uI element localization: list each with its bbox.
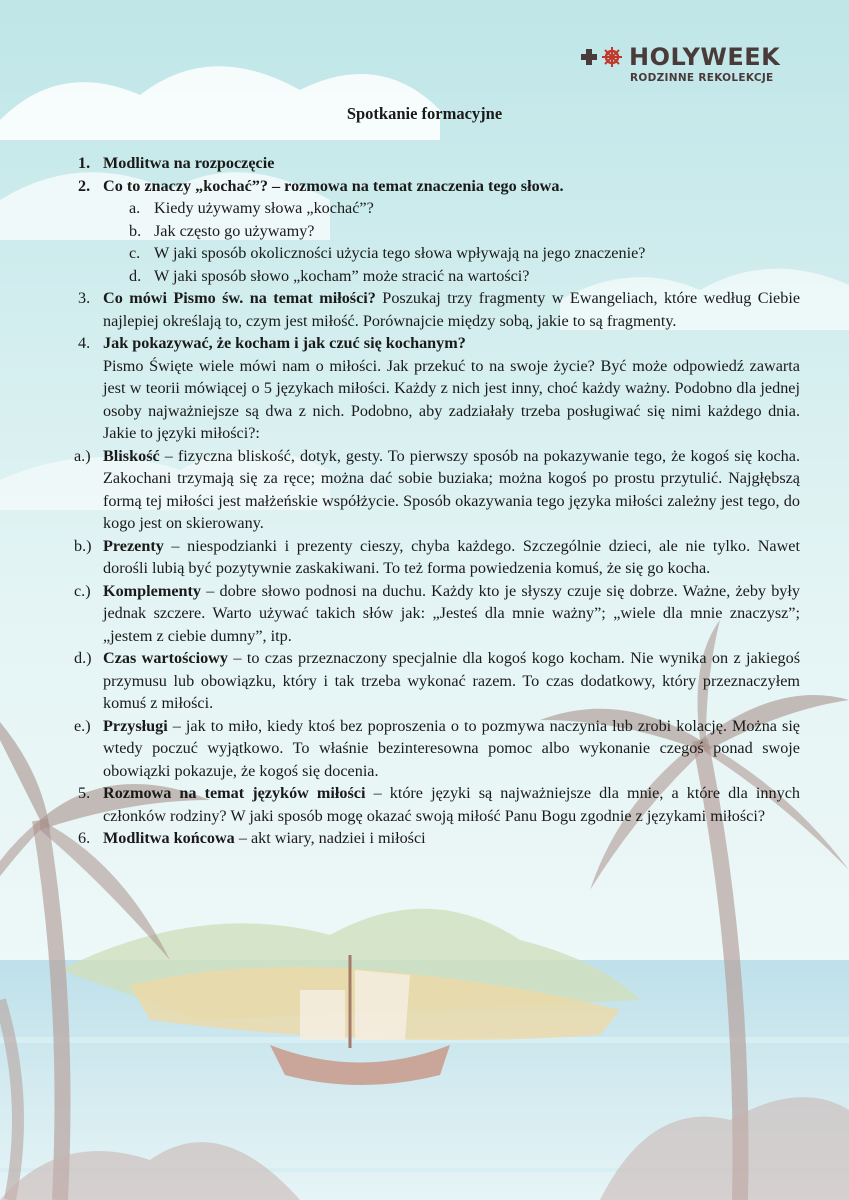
sub-text: W jaki sposób słowo „kocham” może stracić na wartości? bbox=[154, 266, 530, 285]
logo-subtitle: RODZINNE REKOLEKCJE bbox=[630, 72, 774, 84]
item-heading: Co mówi Pismo św. na temat miłości? bbox=[103, 289, 376, 307]
sub-item bbox=[78, 220, 800, 243]
item-heading: Czas wartościowy bbox=[103, 649, 228, 667]
item-heading: Modlitwa końcowa bbox=[103, 829, 235, 847]
item-text: Poszukaj trzy fragmenty w Ewangeliach, które według Ciebie najlepiej określają to, czym jest miłość. Porównajcie między sobą, jakie to są fragmenty. bbox=[103, 289, 801, 330]
love-language-item bbox=[74, 715, 800, 783]
list-item bbox=[78, 782, 800, 827]
list-item bbox=[78, 827, 800, 850]
item-heading: Prezenty bbox=[103, 536, 164, 555]
item-text: – niespodzianki i prezenty cieszy, chyba każdego. Szczególnie dzieci, ale nie tylko. Nawet dorośli lubią być pozytywnie zaskakiwani. To też forma powiedzenia komuś, że się go kocha. bbox=[103, 536, 800, 577]
list-item bbox=[78, 287, 800, 332]
item-heading: Komplementy bbox=[103, 581, 202, 600]
item-heading: Przysługi bbox=[103, 716, 168, 735]
cross-icon bbox=[580, 48, 598, 66]
list-item bbox=[78, 332, 800, 445]
sub-item bbox=[78, 242, 800, 265]
holyweek-logo bbox=[580, 44, 820, 84]
love-language-item bbox=[74, 445, 800, 535]
item-text: – które języki są najważniejsze dla mnie, a które dla innych członków rodziny? W jaki sposób mogę okazać swoją miłość Panu Bogu zgodnie z językami miłości? bbox=[103, 784, 800, 825]
item-number: 1. bbox=[78, 154, 91, 172]
item-text: – fizyczna bliskość, dotyk, gesty. To pierwszy sposób na pokazywanie tego, że kogoś się kocha. Zakochani trzymają się za ręce; można dać sobie buziaka; można kogoś po prostu przytulić. Najgłębszą formą tej miłości jest małżeńskie współżycie. Sposób okazywania tego języka miłości zależny jest tego, do kogo jest on skierowany. bbox=[103, 446, 800, 532]
item-text: Pismo Święte wiele mówi nam o miłości. Jak przekuć to na swoje życie? Być może odpowiedź zawarta jest w teorii mówiącej o 5 językach miłości. Każdy z nich jest inny, choć każdy ważny. Podobno dla jednej osoby najważniejsze są dwa z nich. Podobno, aby zadziałały trzeba posługiwać się nimi każdego dnia. Jakie to języki miłości?: bbox=[103, 356, 800, 442]
sub-number: c. bbox=[129, 244, 141, 262]
item-heading: Jak pokazywać, że kocham i jak czuć się kochanym? bbox=[103, 334, 466, 352]
sub-number: a. bbox=[129, 199, 141, 217]
item-heading: Modlitwa na rozpoczęcie bbox=[103, 154, 275, 172]
item-heading: Bliskość bbox=[103, 446, 160, 465]
logo-title: HOLYWEEK bbox=[629, 43, 781, 71]
item-heading: Rozmowa na temat języków miłości bbox=[103, 784, 366, 802]
sub-item bbox=[78, 197, 800, 220]
item-text: – akt wiary, nadziei i miłości bbox=[234, 829, 426, 847]
sub-number: b. bbox=[129, 221, 142, 240]
agenda-list bbox=[74, 152, 801, 850]
sub-text: Kiedy używamy słowa „kochać”? bbox=[154, 199, 374, 217]
sub-text: Jak często go używamy? bbox=[154, 221, 315, 240]
page-title: Spotkanie formacyjne bbox=[346, 104, 503, 123]
item-number: d.) bbox=[74, 649, 92, 667]
item-heading: Co to znaczy „kochać”? – rozmowa na temat znaczenia tego słowa. bbox=[103, 176, 564, 195]
list-item bbox=[78, 175, 800, 198]
item-text: – dobre słowo podnosi na duchu. Każdy kto je słyszy czuje się dobrze. Ważne, żeby były jednak szczere. Warto używać takich słów jak: „Jesteś dla mnie ważny”; „wiele dla mnie znaczysz”; „jestem z ciebie dumny”, itp. bbox=[103, 581, 800, 645]
item-number: 3. bbox=[78, 289, 91, 307]
item-number: 2. bbox=[78, 176, 91, 195]
sub-number: d. bbox=[129, 266, 142, 285]
item-number: e.) bbox=[74, 716, 91, 735]
love-language-item bbox=[74, 580, 800, 648]
item-text: – to czas przeznaczony specjalnie dla kogoś kogo kocham. Nie wynika on z jakiegoś przymusu lub obowiązku, który i tak trzeba wykonać razem. To czas dodatkowy, który przeznaczyłem komuś z miłości. bbox=[103, 649, 800, 712]
item-number: 4. bbox=[78, 334, 91, 352]
item-number: c.) bbox=[74, 581, 91, 600]
item-number: b.) bbox=[74, 536, 92, 555]
sub-item bbox=[78, 265, 800, 288]
ship-wheel-icon bbox=[601, 46, 623, 68]
item-text: – jak to miło, kiedy ktoś bez poproszenia o to pozmywa naczynia lub zrobi kolację. Można się wtedy poczuć wyjątkowo. To właśnie bezinteresowna pomoc albo wykonanie czegoś ponad swoje obowiązki pokazuje, że kogoś się docenia. bbox=[103, 716, 800, 780]
item-number: a.) bbox=[74, 446, 91, 465]
love-language-item bbox=[74, 535, 800, 580]
list-item bbox=[78, 152, 800, 175]
item-number: 5. bbox=[78, 784, 91, 802]
item-number: 6. bbox=[78, 829, 91, 847]
love-language-item bbox=[74, 647, 800, 715]
sub-text: W jaki sposób okoliczności użycia tego słowa wpływają na jego znaczenie? bbox=[154, 244, 646, 262]
